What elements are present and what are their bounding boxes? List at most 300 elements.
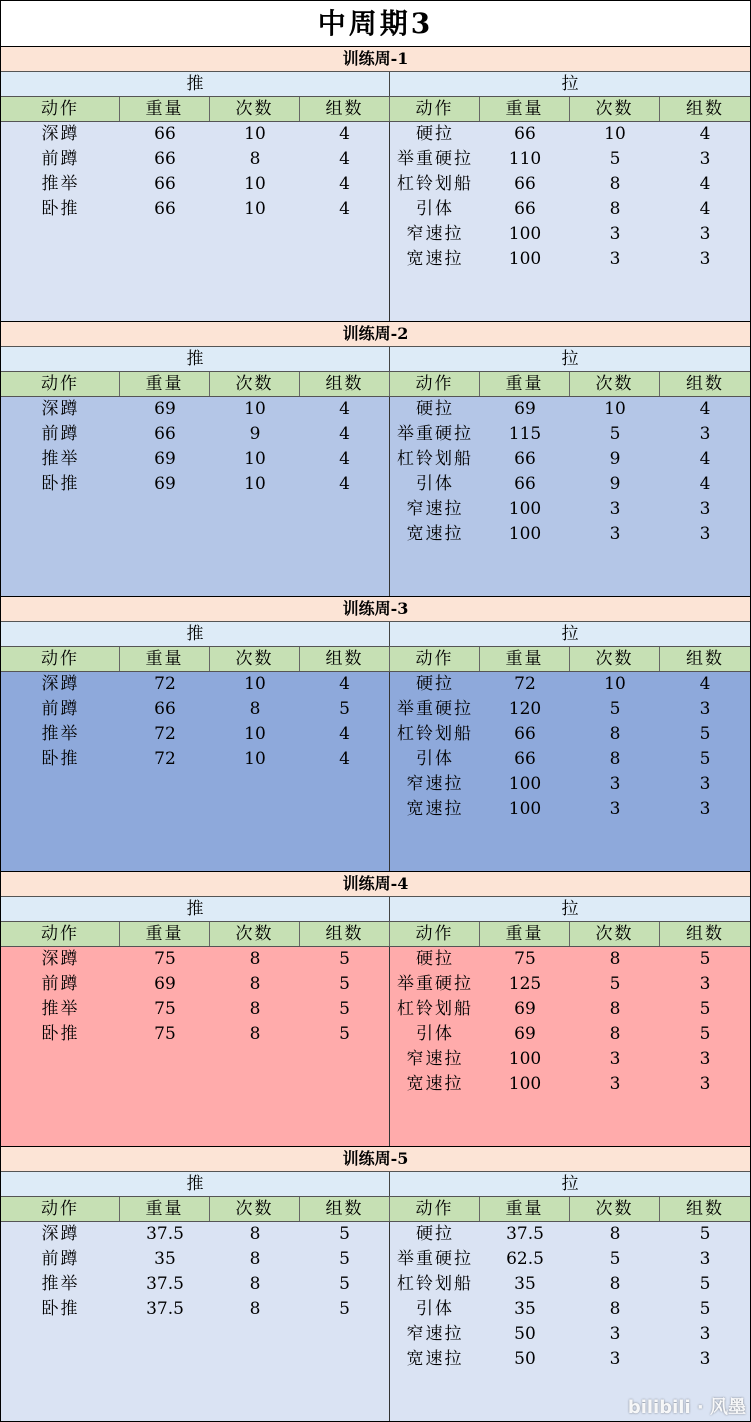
pull-exercise-list — [390, 672, 750, 871]
pull-sets-cell: 3 — [699, 249, 711, 269]
pull-column-header-reps: 次数 — [570, 922, 660, 946]
push-exercise-row — [1, 1297, 389, 1322]
push-sets-cell: 5 — [339, 1274, 350, 1294]
pull-reps-cell: 8 — [609, 1274, 621, 1294]
column-header-row — [1, 97, 750, 122]
pull-exercise-row — [390, 972, 750, 997]
push-exercise-cell: 推举 — [41, 724, 80, 744]
pull-column-header-sets: 组数 — [686, 649, 724, 669]
pull-sets-cell: 5 — [699, 724, 711, 744]
week-body — [1, 672, 750, 872]
pull-exercise-cell: 杠铃划船 — [397, 999, 473, 1019]
push-reps-cell: 8 — [249, 1024, 261, 1044]
pull-exercise-row — [390, 222, 750, 247]
pull-exercise-cell: 举重硬拉 — [397, 974, 473, 994]
push-sets-cell: 5 — [339, 1249, 350, 1269]
pull-section-label: 拉 — [561, 349, 579, 369]
pull-sets-cell: 5 — [699, 999, 711, 1019]
pull-reps-cell: 8 — [609, 1024, 621, 1044]
pull-sets-cell: 3 — [699, 149, 711, 169]
pull-weight-cell: 100 — [508, 799, 542, 819]
push-exercise-row — [1, 447, 389, 472]
push-exercise-cell: 前蹲 — [41, 1249, 80, 1269]
pull-exercise-row — [390, 1297, 750, 1322]
pull-sets-cell: 5 — [699, 1024, 711, 1044]
pull-sets-cell: 4 — [699, 449, 711, 469]
push-section-label: 推 — [1, 72, 390, 96]
pull-exercise-cell: 窄速拉 — [406, 1324, 464, 1344]
push-exercise-cell: 深蹲 — [41, 124, 80, 144]
pull-weight-cell: 69 — [514, 999, 536, 1019]
push-sets-cell: 5 — [339, 999, 350, 1019]
pull-sets-cell: 4 — [699, 474, 711, 494]
pull-exercise-cell: 杠铃划船 — [397, 174, 473, 194]
push-exercise-row — [1, 1222, 389, 1247]
pull-exercise-cell: 引体 — [416, 1299, 454, 1319]
week-title: 训练周-5 — [1, 1147, 750, 1172]
pull-reps-cell: 5 — [609, 699, 621, 719]
pull-weight-cell: 66 — [514, 199, 536, 219]
pull-column-header-weight: 重量 — [480, 97, 570, 121]
push-sets-cell: 4 — [339, 399, 350, 419]
pull-exercise-row — [390, 197, 750, 222]
pull-reps-cell: 3 — [609, 1349, 621, 1369]
week-title: 训练周-4 — [1, 872, 750, 897]
pull-exercise-cell: 窄速拉 — [406, 224, 464, 244]
pull-exercise-row — [390, 772, 750, 797]
push-exercise-list — [1, 122, 390, 321]
push-exercise-cell: 卧推 — [41, 199, 80, 219]
push-section-label: 推 — [1, 897, 390, 921]
pull-sets-cell: 5 — [699, 1224, 711, 1244]
pull-weight-cell: 35 — [514, 1274, 536, 1294]
push-exercise-cell: 推举 — [41, 999, 80, 1019]
push-column-header-exercise: 动作 — [1, 372, 120, 396]
push-exercise-row — [1, 1272, 389, 1297]
push-exercise-cell: 卧推 — [41, 1024, 80, 1044]
push-weight-cell: 37.5 — [146, 1224, 184, 1244]
push-reps-cell: 10 — [244, 724, 266, 744]
push-exercise-cell: 深蹲 — [41, 1224, 80, 1244]
pull-exercise-row — [390, 1322, 750, 1347]
pull-weight-cell: 50 — [514, 1324, 536, 1344]
pull-sets-cell: 4 — [699, 674, 711, 694]
push-exercise-row — [1, 147, 389, 172]
push-exercise-row — [1, 172, 389, 197]
push-sets-cell: 5 — [339, 1224, 350, 1244]
push-sets-cell: 5 — [339, 699, 350, 719]
push-exercise-row — [1, 197, 389, 222]
pull-exercise-row — [390, 522, 750, 547]
pull-sets-cell: 3 — [699, 799, 711, 819]
column-header-row — [1, 647, 750, 672]
push-sets-cell: 5 — [339, 974, 350, 994]
pull-reps-cell: 3 — [609, 1049, 621, 1069]
push-sets-cell: 4 — [339, 449, 350, 469]
push-column-header-reps: 次数 — [210, 1197, 300, 1221]
pull-reps-cell: 8 — [609, 749, 621, 769]
push-reps-cell: 10 — [244, 399, 266, 419]
push-exercise-row — [1, 422, 389, 447]
pull-exercise-row — [390, 397, 750, 422]
pull-exercise-row — [390, 447, 750, 472]
push-weight-cell: 69 — [154, 974, 176, 994]
push-section-label: 推 — [1, 622, 390, 646]
pull-exercise-list — [390, 947, 750, 1146]
push-exercise-row — [1, 947, 389, 972]
pull-weight-cell: 100 — [508, 249, 542, 269]
pull-exercise-cell: 窄速拉 — [406, 774, 464, 794]
pull-exercise-cell: 杠铃划船 — [397, 724, 473, 744]
pull-reps-cell: 10 — [604, 399, 626, 419]
column-header-row — [1, 922, 750, 947]
sheet-title: 中周期3 — [1, 1, 750, 47]
section-header-row — [1, 347, 750, 372]
push-sets-cell: 4 — [339, 474, 350, 494]
pull-reps-cell: 9 — [609, 449, 621, 469]
pull-exercise-cell: 宽速拉 — [406, 799, 464, 819]
push-reps-cell: 10 — [244, 474, 266, 494]
push-column-header-exercise: 动作 — [1, 97, 120, 121]
push-exercise-cell: 卧推 — [41, 1299, 80, 1319]
push-exercise-row — [1, 697, 389, 722]
push-column-header-reps: 次数 — [210, 97, 300, 121]
pull-sets-cell: 4 — [699, 124, 711, 144]
push-weight-cell: 75 — [154, 1024, 176, 1044]
push-column-header-sets: 组数 — [300, 647, 390, 671]
pull-sets-cell: 5 — [699, 1299, 711, 1319]
push-section-label: 推 — [1, 347, 390, 371]
push-column-header-weight: 重量 — [120, 647, 210, 671]
pull-exercise-cell: 杠铃划船 — [397, 1274, 473, 1294]
push-column-header-weight: 重量 — [120, 372, 210, 396]
pull-reps-cell: 10 — [604, 124, 626, 144]
push-weight-cell: 72 — [154, 674, 176, 694]
push-sets-cell: 4 — [339, 724, 350, 744]
pull-column-header-sets: 组数 — [686, 924, 724, 944]
push-weight-cell: 37.5 — [146, 1274, 184, 1294]
push-reps-cell: 8 — [249, 149, 261, 169]
pull-weight-cell: 66 — [514, 749, 536, 769]
pull-column-header-reps: 次数 — [570, 1197, 660, 1221]
section-header-row — [1, 897, 750, 922]
pull-exercise-row — [390, 172, 750, 197]
push-exercise-row — [1, 722, 389, 747]
push-column-header-reps: 次数 — [210, 372, 300, 396]
pull-column-header-sets: 组数 — [686, 374, 724, 394]
week-block — [1, 47, 750, 322]
pull-reps-cell: 9 — [609, 474, 621, 494]
push-weight-cell: 69 — [154, 399, 176, 419]
pull-weight-cell: 69 — [514, 1024, 536, 1044]
push-weight-cell: 66 — [154, 699, 176, 719]
pull-sets-cell: 3 — [699, 774, 711, 794]
push-exercise-row — [1, 397, 389, 422]
push-weight-cell: 66 — [154, 174, 176, 194]
pull-exercise-cell: 硬拉 — [416, 1224, 454, 1244]
pull-exercise-row — [390, 1022, 750, 1047]
pull-exercise-cell: 硬拉 — [416, 674, 454, 694]
pull-section-label: 拉 — [561, 624, 579, 644]
pull-exercise-row — [390, 1222, 750, 1247]
pull-exercise-row — [390, 1072, 750, 1097]
push-exercise-row — [1, 1022, 389, 1047]
pull-exercise-row — [390, 1247, 750, 1272]
pull-weight-cell: 37.5 — [506, 1224, 544, 1244]
pull-weight-cell: 110 — [508, 149, 542, 169]
pull-sets-cell: 4 — [699, 199, 711, 219]
pull-column-header-sets: 组数 — [686, 1199, 724, 1219]
push-reps-cell: 10 — [244, 749, 266, 769]
push-exercise-list — [1, 672, 390, 871]
push-exercise-cell: 前蹲 — [41, 149, 80, 169]
pull-column-header-exercise: 动作 — [390, 1197, 480, 1221]
week-block — [1, 597, 750, 872]
pull-weight-cell: 120 — [508, 699, 542, 719]
push-column-header-exercise: 动作 — [1, 647, 120, 671]
push-section-label: 推 — [1, 1172, 390, 1196]
section-header-row — [1, 72, 750, 97]
push-reps-cell: 10 — [244, 174, 266, 194]
pull-reps-cell: 5 — [609, 424, 621, 444]
push-weight-cell: 75 — [154, 999, 176, 1019]
pull-sets-cell: 3 — [699, 1049, 711, 1069]
pull-exercise-cell: 举重硬拉 — [397, 1249, 473, 1269]
push-reps-cell: 10 — [244, 674, 266, 694]
pull-reps-cell: 3 — [609, 524, 621, 544]
pull-exercise-row — [390, 497, 750, 522]
pull-weight-cell: 66 — [514, 124, 536, 144]
push-weight-cell: 69 — [154, 474, 176, 494]
push-reps-cell: 8 — [249, 1299, 261, 1319]
push-sets-cell: 4 — [339, 674, 350, 694]
push-sets-cell: 4 — [339, 174, 350, 194]
pull-exercise-cell: 引体 — [416, 749, 454, 769]
push-exercise-list — [1, 1222, 390, 1421]
push-column-header-reps: 次数 — [210, 922, 300, 946]
pull-exercise-row — [390, 1347, 750, 1372]
push-column-header-weight: 重量 — [120, 1197, 210, 1221]
pull-exercise-list — [390, 122, 750, 321]
pull-exercise-cell: 宽速拉 — [406, 249, 464, 269]
push-column-header-reps: 次数 — [210, 647, 300, 671]
column-header-row — [1, 372, 750, 397]
pull-reps-cell: 3 — [609, 799, 621, 819]
pull-exercise-cell: 引体 — [416, 199, 454, 219]
pull-exercise-cell: 硬拉 — [416, 124, 454, 144]
week-title: 训练周-3 — [1, 597, 750, 622]
pull-sets-cell: 3 — [699, 499, 711, 519]
pull-column-header-exercise: 动作 — [390, 97, 480, 121]
push-weight-cell: 66 — [154, 199, 176, 219]
pull-reps-cell: 3 — [609, 1074, 621, 1094]
pull-exercise-row — [390, 472, 750, 497]
week-body — [1, 947, 750, 1147]
pull-column-header-exercise: 动作 — [390, 647, 480, 671]
pull-reps-cell: 5 — [609, 974, 621, 994]
pull-reps-cell: 8 — [609, 1299, 621, 1319]
push-sets-cell: 4 — [339, 199, 350, 219]
push-reps-cell: 10 — [244, 449, 266, 469]
pull-sets-cell: 5 — [699, 749, 711, 769]
push-exercise-cell: 深蹲 — [41, 674, 80, 694]
week-body — [1, 122, 750, 322]
pull-column-header-exercise: 动作 — [390, 922, 480, 946]
pull-column-header-weight: 重量 — [480, 1197, 570, 1221]
pull-weight-cell: 66 — [514, 724, 536, 744]
push-exercise-cell: 深蹲 — [41, 949, 80, 969]
pull-weight-cell: 100 — [508, 224, 542, 244]
pull-reps-cell: 8 — [609, 999, 621, 1019]
pull-exercise-row — [390, 672, 750, 697]
pull-weight-cell: 62.5 — [506, 1249, 544, 1269]
push-exercise-cell: 卧推 — [41, 749, 80, 769]
pull-sets-cell: 3 — [699, 424, 711, 444]
pull-sets-cell: 5 — [699, 1274, 711, 1294]
pull-exercise-row — [390, 722, 750, 747]
pull-sets-cell: 3 — [699, 1324, 711, 1344]
week-title: 训练周-2 — [1, 322, 750, 347]
pull-weight-cell: 100 — [508, 774, 542, 794]
pull-exercise-cell: 引体 — [416, 1024, 454, 1044]
push-exercise-cell: 深蹲 — [41, 399, 80, 419]
week-body — [1, 1222, 750, 1422]
push-sets-cell: 4 — [339, 149, 350, 169]
push-exercise-cell: 前蹲 — [41, 424, 80, 444]
pull-reps-cell: 8 — [609, 949, 621, 969]
push-weight-cell: 37.5 — [146, 1299, 184, 1319]
push-sets-cell: 4 — [339, 424, 350, 444]
push-exercise-row — [1, 997, 389, 1022]
push-column-header-sets: 组数 — [300, 97, 390, 121]
push-reps-cell: 10 — [244, 199, 266, 219]
pull-exercise-cell: 举重硬拉 — [397, 424, 473, 444]
push-reps-cell: 10 — [244, 124, 266, 144]
push-reps-cell: 8 — [249, 699, 261, 719]
column-header-row — [1, 1197, 750, 1222]
push-weight-cell: 35 — [154, 1249, 176, 1269]
pull-sets-cell: 3 — [699, 524, 711, 544]
pull-reps-cell: 3 — [609, 499, 621, 519]
push-exercise-list — [1, 947, 390, 1146]
pull-column-header-exercise: 动作 — [390, 372, 480, 396]
push-sets-cell: 5 — [339, 1299, 350, 1319]
pull-column-header-weight: 重量 — [480, 922, 570, 946]
pull-exercise-cell: 杠铃划船 — [397, 449, 473, 469]
pull-weight-cell: 69 — [514, 399, 536, 419]
pull-weight-cell: 115 — [508, 424, 542, 444]
push-sets-cell: 5 — [339, 1024, 350, 1044]
pull-column-header-reps: 次数 — [570, 647, 660, 671]
pull-reps-cell: 3 — [609, 774, 621, 794]
push-exercise-row — [1, 122, 389, 147]
pull-sets-cell: 3 — [699, 1249, 711, 1269]
pull-exercise-row — [390, 147, 750, 172]
pull-weight-cell: 100 — [508, 1074, 542, 1094]
pull-exercise-cell: 举重硬拉 — [397, 699, 473, 719]
pull-reps-cell: 3 — [609, 224, 621, 244]
push-exercise-row — [1, 972, 389, 997]
pull-reps-cell: 5 — [609, 149, 621, 169]
push-reps-cell: 8 — [249, 949, 261, 969]
push-column-header-sets: 组数 — [300, 372, 390, 396]
watermark: bilibili · 风墨 — [627, 1397, 746, 1418]
pull-exercise-row — [390, 797, 750, 822]
pull-exercise-cell: 宽速拉 — [406, 1074, 464, 1094]
section-header-row — [1, 1172, 750, 1197]
pull-weight-cell: 66 — [514, 474, 536, 494]
push-column-header-exercise: 动作 — [1, 1197, 120, 1221]
pull-sets-cell: 3 — [699, 224, 711, 244]
pull-sets-cell: 3 — [699, 1349, 711, 1369]
push-reps-cell: 8 — [249, 999, 261, 1019]
pull-exercise-cell: 窄速拉 — [406, 499, 464, 519]
pull-exercise-list — [390, 1222, 750, 1421]
pull-section-label: 拉 — [561, 899, 579, 919]
pull-reps-cell: 10 — [604, 674, 626, 694]
push-weight-cell: 66 — [154, 424, 176, 444]
pull-exercise-row — [390, 997, 750, 1022]
push-column-header-sets: 组数 — [300, 922, 390, 946]
push-column-header-sets: 组数 — [300, 1197, 390, 1221]
section-header-row — [1, 622, 750, 647]
pull-weight-cell: 35 — [514, 1299, 536, 1319]
pull-sets-cell: 3 — [699, 974, 711, 994]
pull-weight-cell: 125 — [508, 974, 542, 994]
pull-exercise-row — [390, 1047, 750, 1072]
pull-exercise-row — [390, 422, 750, 447]
pull-column-header-sets: 组数 — [686, 99, 724, 119]
pull-reps-cell: 3 — [609, 249, 621, 269]
pull-column-header-weight: 重量 — [480, 647, 570, 671]
push-column-header-weight: 重量 — [120, 97, 210, 121]
pull-section-label: 拉 — [561, 1174, 579, 1194]
pull-exercise-row — [390, 122, 750, 147]
push-exercise-cell: 推举 — [41, 1274, 80, 1294]
week-block — [1, 1147, 750, 1422]
push-reps-cell: 8 — [249, 1224, 261, 1244]
week-block — [1, 872, 750, 1147]
pull-exercise-cell: 硬拉 — [416, 949, 454, 969]
push-column-header-weight: 重量 — [120, 922, 210, 946]
push-exercise-cell: 推举 — [41, 174, 80, 194]
push-reps-cell: 9 — [249, 424, 261, 444]
pull-reps-cell: 8 — [609, 199, 621, 219]
push-exercise-cell: 前蹲 — [41, 974, 80, 994]
pull-exercise-row — [390, 747, 750, 772]
pull-sets-cell: 5 — [699, 949, 711, 969]
pull-weight-cell: 66 — [514, 174, 536, 194]
pull-column-header-reps: 次数 — [570, 97, 660, 121]
pull-exercise-cell: 硬拉 — [416, 399, 454, 419]
push-exercise-cell: 卧推 — [41, 474, 80, 494]
pull-weight-cell: 72 — [514, 674, 536, 694]
pull-exercise-cell: 宽速拉 — [406, 1349, 464, 1369]
push-sets-cell: 5 — [339, 949, 350, 969]
push-exercise-row — [1, 672, 389, 697]
pull-exercise-row — [390, 247, 750, 272]
pull-exercise-cell: 宽速拉 — [406, 524, 464, 544]
pull-column-header-reps: 次数 — [570, 372, 660, 396]
push-weight-cell: 75 — [154, 949, 176, 969]
push-weight-cell: 72 — [154, 749, 176, 769]
push-reps-cell: 8 — [249, 1274, 261, 1294]
push-weight-cell: 66 — [154, 149, 176, 169]
pull-exercise-row — [390, 697, 750, 722]
pull-exercise-list — [390, 397, 750, 596]
push-exercise-row — [1, 472, 389, 497]
pull-reps-cell: 8 — [609, 1224, 621, 1244]
